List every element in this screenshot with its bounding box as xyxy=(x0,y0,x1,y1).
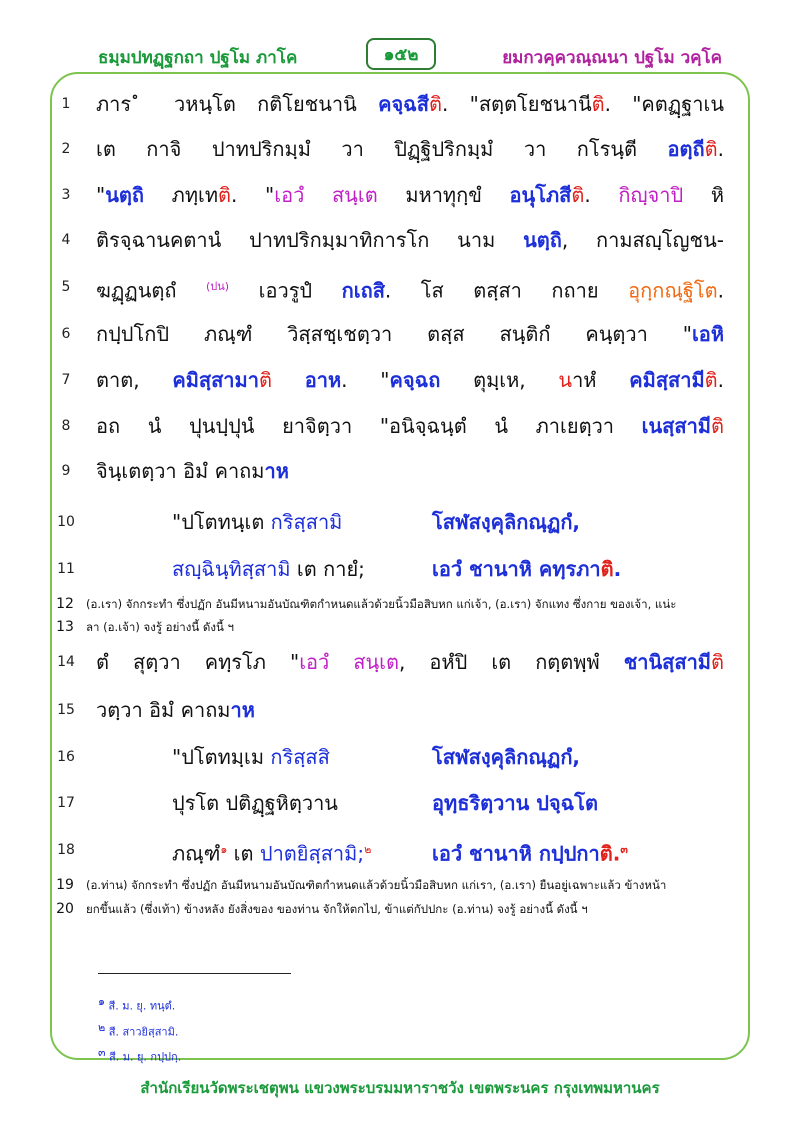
footnote-text: สี. ม. ยุ. ทนฺตํ. xyxy=(104,999,176,1013)
text-line xyxy=(0,314,800,354)
text-segment: อุทฺธริตฺวาน ปจฺฉโต xyxy=(432,791,598,815)
translation-line xyxy=(0,897,800,937)
verse-line xyxy=(0,737,800,777)
verse-second-half xyxy=(432,830,628,874)
text-segment: ภาร ํ วหนฺโต กติโยชนานิ xyxy=(96,92,379,116)
text-segment: . " xyxy=(231,183,275,207)
line-number: 18 xyxy=(57,842,75,858)
text-line xyxy=(0,267,800,307)
text-segment: เอวรูปํ xyxy=(229,278,342,303)
footnote-mark: ๑ xyxy=(98,995,105,1008)
text-segment: อุกฺกณฺฐิโต xyxy=(628,278,718,303)
text-segment: ชานิสฺสามี xyxy=(623,650,711,674)
line-text xyxy=(86,615,736,639)
line-number: 6 xyxy=(61,326,71,342)
line-text xyxy=(96,406,724,446)
text-line xyxy=(0,84,800,124)
text-segment: าห xyxy=(264,459,289,483)
line-number: 9 xyxy=(61,463,71,479)
text-segment: ยกขึ้นแล้ว (ซึ่งเท้า) ข้างหลัง ยังสิ่งของ ของท่าน จักให้ตกไป, ข้าแต่กัปปกะ (อ.ท่าน) จงรู้ อย่างนี้ ดังนี้ ฯ xyxy=(86,902,588,916)
text-segment: ชานาหิ xyxy=(469,557,532,581)
text-segment: กริสฺสสิ xyxy=(270,745,330,769)
text-segment: . โส ตสฺสา กถาย xyxy=(384,278,629,303)
line-number: 1 xyxy=(61,96,71,112)
line-number: 15 xyxy=(57,702,75,718)
verse-line xyxy=(0,783,800,823)
line-text xyxy=(96,220,724,260)
text-segment xyxy=(272,368,305,392)
text-segment: ๓ xyxy=(620,843,628,856)
line-number: 16 xyxy=(57,749,75,765)
line-text xyxy=(86,592,736,616)
line-number: 11 xyxy=(57,561,75,577)
text-segment: (อ.เรา) จักกระทำ ซึ่งปฏัก อันมีหนามอันบัณฑิตกำหนดแล้วด้วยนิ้วมือสิบหก แก่เจ้า, (อ.เรา) จักแทง ซึ่งกาย ของเจ้า, แน่ะ xyxy=(86,597,677,611)
text-segment: คทฺรภา xyxy=(531,557,601,581)
line-number: 17 xyxy=(57,795,75,811)
text-segment: อตฺถี xyxy=(667,137,705,161)
text-segment: ติ xyxy=(218,183,232,207)
verse-line xyxy=(0,830,800,870)
line-text xyxy=(96,175,724,215)
text-segment: ๒ xyxy=(364,843,372,856)
text-line xyxy=(0,451,800,491)
text-segment: . "คตฏฺฐาเน xyxy=(604,92,725,116)
line-number: 20 xyxy=(56,901,74,917)
text-segment: กริสฺสามิ xyxy=(270,510,343,534)
text-segment: (ปน) xyxy=(206,280,230,293)
text-segment: เต กายํ; xyxy=(290,557,365,581)
footnote-divider xyxy=(98,973,291,974)
verse-first-half xyxy=(172,502,342,542)
text-segment: จินฺเตตฺวา อิมํ คาถม xyxy=(96,459,265,483)
text-segment: เอวํ xyxy=(432,557,470,581)
text-segment: . xyxy=(584,183,619,207)
line-number: 14 xyxy=(57,654,75,670)
text-line xyxy=(0,360,800,400)
header-left-title: ธมฺมปทฏฺฐกถา ปฐโม ภาโค xyxy=(98,48,298,68)
text-segment: ติ xyxy=(704,137,718,161)
text-segment: นตฺถิ xyxy=(523,228,562,252)
page-number: ๑๕๒ xyxy=(383,44,419,65)
text-segment: ภทฺเท xyxy=(143,183,219,207)
text-segment: . xyxy=(612,841,621,866)
text-line xyxy=(0,175,800,215)
text-segment: ตุมฺเห, xyxy=(440,368,559,392)
text-segment: ติ xyxy=(258,368,272,392)
footnote-text: สี. ม. ยุ. กปฺปกฺ. xyxy=(105,1050,182,1064)
line-text xyxy=(96,314,724,354)
line-number: 7 xyxy=(61,372,71,388)
footnote xyxy=(98,1043,181,1066)
line-number: 10 xyxy=(57,514,75,530)
text-line xyxy=(0,129,800,169)
text-segment: ลา (อ.เจ้า) จงรู้ อย่างนี้ ดังนี้ ฯ xyxy=(86,620,234,634)
text-line xyxy=(0,690,800,730)
verse-first-half xyxy=(172,830,371,874)
text-segment: ตํ สุตฺวา คทฺรโภ " xyxy=(96,650,300,674)
footnote xyxy=(98,1018,178,1041)
text-segment: เต กาจิ ปาทปริกมฺมํ วา ปิฏฺฐิปริกมฺมํ วา กโรนฺตี xyxy=(96,137,668,161)
text-segment: เอวํ สนฺเต xyxy=(299,650,400,674)
text-segment: เอวํ xyxy=(432,841,470,866)
text-segment: วตฺวา อิมํ คาถม xyxy=(96,698,231,722)
line-text xyxy=(96,451,724,491)
verse-first-half xyxy=(172,549,365,589)
line-number: 12 xyxy=(56,596,74,612)
text-segment: ติ xyxy=(600,557,614,581)
text-line xyxy=(0,406,800,446)
text-segment: ติ xyxy=(429,92,443,116)
text-segment: . " xyxy=(341,368,390,392)
text-segment: คมิสฺสามี xyxy=(629,368,705,392)
line-number: 8 xyxy=(61,418,71,434)
verse-second-half xyxy=(432,549,621,589)
text-segment: "ปโตทนฺเต xyxy=(172,510,271,534)
line-text xyxy=(96,84,724,124)
text-segment: หิ xyxy=(683,183,725,207)
text-segment: าหํ xyxy=(572,368,630,392)
text-segment: นตฺถิ xyxy=(105,183,144,207)
line-text xyxy=(96,267,724,311)
verse-second-half xyxy=(432,783,598,823)
text-segment: . xyxy=(613,557,622,581)
text-segment: น xyxy=(558,368,573,392)
text-segment: . "สตฺตโยชนานี xyxy=(442,92,592,116)
text-segment: ตาต, xyxy=(96,368,173,392)
text-segment: " xyxy=(96,183,106,207)
text-segment: อาห xyxy=(304,368,342,392)
text-segment: ปุรโต ปติฏฺฐหิตฺวาน xyxy=(172,791,338,815)
text-segment: ติ xyxy=(704,368,718,392)
footnote-mark: ๓ xyxy=(98,1046,106,1059)
header-right-title: ยมกวคฺควณฺณนา ปฐโม วคฺโค xyxy=(502,48,722,68)
text-segment: ๑ xyxy=(220,843,228,856)
text-segment: ติ xyxy=(711,414,724,438)
line-text xyxy=(86,897,736,921)
line-text xyxy=(96,642,724,682)
text-segment: โสฬสงฺคุลิกณฺฏกํ, xyxy=(432,510,581,534)
line-text xyxy=(86,873,736,897)
text-segment: เนสฺสามี xyxy=(641,414,711,438)
text-segment: มหาทุกฺขํ xyxy=(377,183,510,207)
text-segment: ติ xyxy=(599,841,613,866)
text-segment: อนุโภสี xyxy=(509,183,572,207)
footnote-text: สี. สาวยิสฺสามิ. xyxy=(105,1025,179,1039)
text-segment: "ปโตทมฺเม xyxy=(172,745,271,769)
verse-line xyxy=(0,502,800,542)
page-footer: สำนักเรียนวัดพระเชตุพน แขวงพระบรมมหาราชวัง เขตพระนคร กรุงเทพมหานคร xyxy=(140,1079,660,1097)
text-segment: , อหํปิ เต กตฺตพฺพํ xyxy=(399,650,624,674)
text-segment: สญฺฉินฺทิสฺสามิ xyxy=(172,557,291,581)
line-text xyxy=(96,360,724,400)
line-text xyxy=(96,690,724,730)
line-number: 4 xyxy=(61,232,71,248)
text-segment: ติ xyxy=(711,650,724,674)
text-line xyxy=(0,220,800,260)
text-segment: าห xyxy=(230,698,255,722)
footnote-mark: ๒ xyxy=(98,1021,106,1034)
verse-line xyxy=(0,549,800,589)
text-segment: กปฺปกา xyxy=(531,841,600,866)
text-segment: . xyxy=(717,278,725,303)
text-segment: คจฺฉสี xyxy=(378,92,430,116)
verse-first-half xyxy=(172,737,330,777)
text-segment: , กามสญฺโญชน- xyxy=(561,228,725,252)
text-segment: กิญฺจาปิ xyxy=(618,183,684,207)
text-segment: ปาตยิสฺสามิ; xyxy=(259,841,365,866)
line-number: 3 xyxy=(61,187,71,203)
footnote xyxy=(98,992,175,1015)
text-segment: อถ นํ ปุนปฺปุนํ ยาจิตฺวา "อนิจฺฉนฺตํ นํ ภาเยตฺวา xyxy=(96,414,642,438)
line-number: 2 xyxy=(61,141,71,157)
text-segment: เต xyxy=(227,841,260,866)
text-segment: (อ.ท่าน) จักกระทำ ซึ่งปฏัก อันมีหนามอันบัณฑิตกำหนดแล้วด้วยนิ้วมือสิบหก แก่เรา, (อ.เรา) ยืนอยู่เฉพาะแล้ว ข้างหน้า xyxy=(86,878,667,892)
verse-second-half xyxy=(432,502,580,542)
line-number: 5 xyxy=(61,279,71,295)
text-segment: เอวํ สนฺเต xyxy=(274,183,378,207)
verse-second-half xyxy=(432,737,580,777)
text-segment: คมิสฺสามา xyxy=(172,368,259,392)
text-segment: ติ xyxy=(591,92,605,116)
line-number: 19 xyxy=(56,877,74,893)
line-number: 13 xyxy=(56,619,74,635)
line-text xyxy=(96,129,724,169)
text-segment: ติ xyxy=(571,183,585,207)
text-segment: โสฬสงฺคุลิกณฺฏกํ, xyxy=(432,745,581,769)
page-number-box xyxy=(366,38,436,70)
text-segment: ชานาหิ xyxy=(469,841,532,866)
text-segment: ฆฏฺฏนตฺถํ xyxy=(96,278,206,303)
text-segment: ติรจฺฉานคตานํ ปาทปริกมฺมาทิการโก นาม xyxy=(96,228,524,252)
text-segment: เอหิ xyxy=(691,322,724,346)
text-line xyxy=(0,642,800,682)
text-segment: คจฺฉถ xyxy=(389,368,441,392)
text-segment: . xyxy=(717,368,725,392)
text-segment: ภณฺฑํ xyxy=(172,841,221,866)
text-segment: กปฺปโกปิ ภณฺฑํ วิสฺสชฺเชตฺวา ตสฺส สนฺติกํ คนฺตฺวา " xyxy=(96,322,692,346)
text-segment: . xyxy=(717,137,724,161)
verse-first-half xyxy=(172,783,338,823)
text-segment: กเถสิ xyxy=(341,278,385,303)
